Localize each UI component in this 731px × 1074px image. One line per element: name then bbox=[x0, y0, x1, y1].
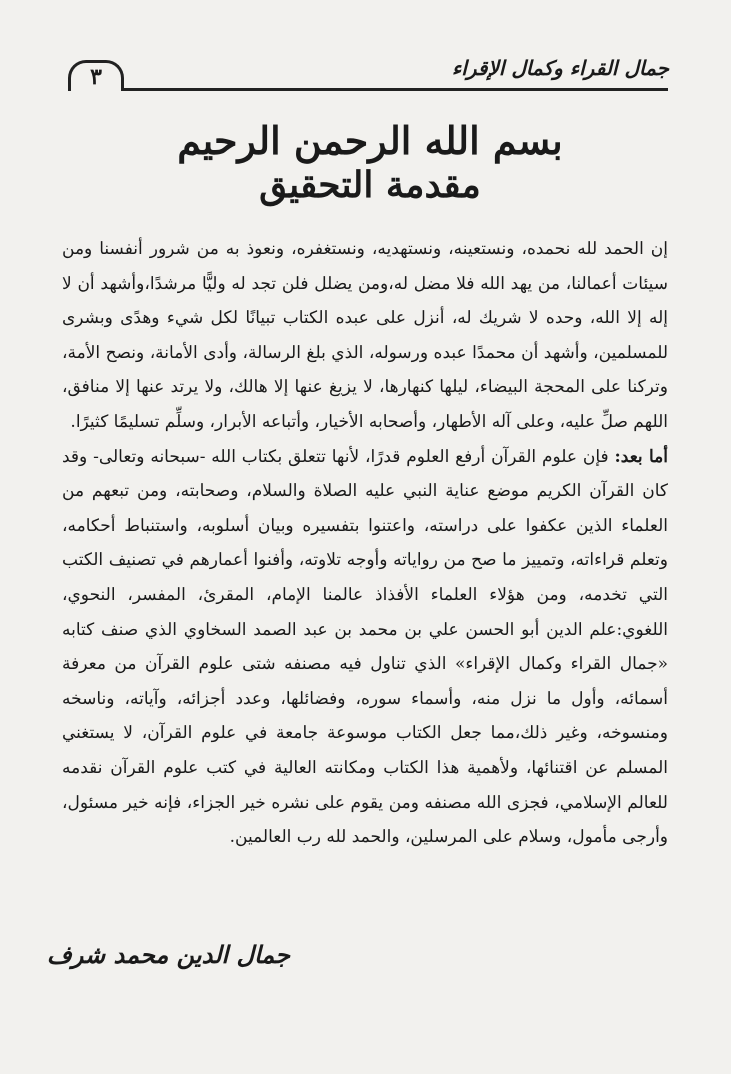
paragraph-intro: إن الحمد لله نحمده، ونستعينه، ونستهديه، ونستغفره، ونعوذ به من شرور أنفسنا ومن سيئات أعمالنا، من يهد الله فلا مضل له،ومن يضلل فلن تجد له وليًّا مرشدًا،وأشهد أن لا إله إلا الله، وحده لا شريك له، أنزل على عبده الكتاب تبيانًا لكل شيء وهدًى وبشرى للمسلمين، وأشهد أن محمدًا عبده ورسوله، الذي بلغ الرسالة، وأدى الأمانة، ونصح الأمة، وتركنا على المحجة البيضاء، ليلها كنهارها، لا يزيغ عنها إلا هالك، ولا يرتد عنها إلا منافق، اللهم صلِّ عليه، وعلى آله الأطهار، وأصحابه الأخيار، وأتباعه الأبرار، وسلِّم تسليمًا كثيرًا. bbox=[62, 239, 668, 432]
header-rule bbox=[68, 88, 668, 91]
page-number: ٣ bbox=[68, 60, 124, 91]
author-signature: جمال الدين محمد شرف bbox=[46, 940, 290, 969]
body-text bbox=[62, 232, 668, 855]
basmala-heading: بسم الله الرحمن الرحيم bbox=[177, 118, 563, 163]
paragraph-main-text: فإن علوم القرآن أرفع العلوم قدرًا، لأنها تتعلق بكتاب الله -سبحانه وتعالى- وقد كان القرآن الكريم موضع عناية النبي عليه الصلاة والسلام، وصحابته، ومن تبعهم من العلماء الذين عكفوا على دراسته، واعتنوا بتفسيره وبيان أسلوبه، واستنباط أحكامه، وتعلم قراءاته، وتمييز ما صح من رواياته وأوجه تلاوته، وأفنوا أعمارهم في تصنيف الكتب التي تخدمه، ومن هؤلاء العلماء الأفذاذ عالمنا الإمام، المقرئ، المفسر، النحوي، اللغوي:علم الدين أبو الحسن علي بن محمد بن عبد الصمد السخاوي الذي صنف كتابه «جمال القراء وكمال الإقراء» الذي تناول فيه مصنفه شتى علوم القرآن من معرفة أسمائه، وأول ما نزل منه، وأسماء سوره، وفضائلها، وعدد أجزائه، وآياته، وناسخه ومنسوخه، وغير ذلك،مما جعل الكتاب موسوعة جامعة في علوم القرآن، لا يستغني المسلم عن اقتنائها، ولأهمية هذا الكتاب ومكانته العالية في كتب علوم القرآن نقدمه للعالم الإسلامي، فجزى الله مصنفه ومن يقوم على نشره خير الجزاء، فإنه خير مسئول، وأرجى مأمول، وسلام على المرسلين، والحمد لله رب العالمين. bbox=[62, 446, 668, 848]
running-title: جمال القراء وكمال الإقراء bbox=[451, 56, 669, 80]
section-title: مقدمة التحقيق bbox=[259, 164, 481, 206]
paragraph-lead: أما بعد: bbox=[614, 446, 668, 467]
paragraph-main bbox=[62, 440, 668, 855]
